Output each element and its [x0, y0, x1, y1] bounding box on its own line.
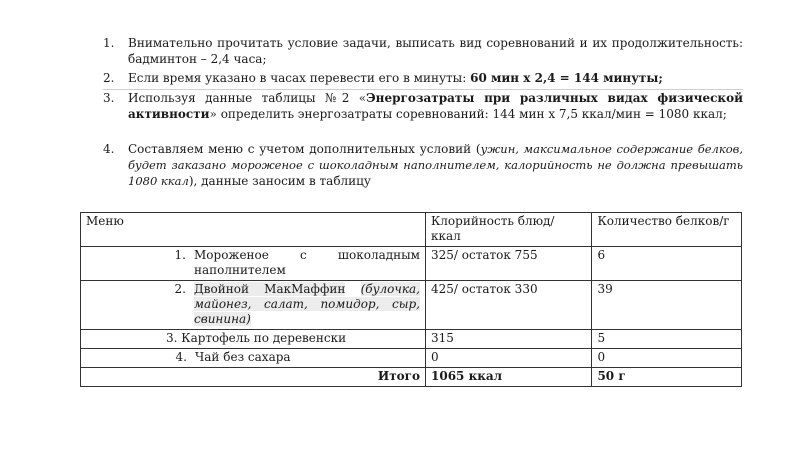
total-proteins: 50 г	[592, 368, 742, 387]
row-name: Чай без сахара	[195, 350, 291, 364]
row-proteins: 5	[592, 330, 742, 349]
table-row	[81, 281, 742, 330]
row-name-detail: (булочка, майонез, салат, помидор, сыр, свинина)	[194, 282, 420, 326]
step-number: 1.	[103, 36, 115, 50]
table-header-row	[81, 213, 742, 247]
table-row	[81, 330, 742, 349]
step-number: 3.	[103, 91, 115, 105]
row-name-cell	[81, 349, 426, 368]
row-name-cell	[81, 247, 426, 281]
row-name-cell	[81, 330, 426, 349]
row-name: Картофель по деревенски	[181, 331, 347, 345]
step-text-suffix: ), данные заносим в таблицу	[188, 174, 371, 189]
step-text: Если время указано в часах перевести его в минуты:	[128, 71, 471, 85]
step-4	[103, 141, 743, 190]
step-number: 4.	[103, 142, 115, 156]
menu-table	[80, 212, 742, 387]
table-row	[81, 349, 742, 368]
row-proteins: 0	[592, 349, 742, 368]
step-text: Используя данные таблицы №2 «	[128, 91, 367, 105]
step-2	[103, 70, 743, 90]
row-number: 4.	[175, 350, 187, 364]
instruction-steps	[103, 35, 743, 190]
step-text: Внимательно прочитать условие задачи, выписать вид соревнований и их продолжительность: бадминтон – 2,4 часа;	[128, 36, 743, 67]
row-number: 1.	[174, 248, 186, 262]
row-name: Мороженое с шоколадным наполнителем	[194, 248, 420, 277]
step-text-bold: 60 мин х 2,4 = 144 минуты;	[470, 71, 663, 85]
total-calories: 1065 ккал	[426, 368, 592, 387]
row-name-cell	[81, 281, 426, 330]
step-3	[103, 90, 743, 141]
step-text: Составляем меню с учетом дополнительных условий (	[128, 142, 481, 156]
row-name-main: Двойной МакМаффин	[194, 282, 346, 296]
header-menu: Меню	[81, 213, 426, 247]
header-calories: Клорийность блюд/ ккал	[426, 213, 592, 247]
row-proteins: 6	[592, 247, 742, 281]
row-calories: 315	[426, 330, 592, 349]
step-number: 2.	[103, 71, 115, 85]
table-total-row	[81, 368, 742, 387]
step-text-bold: Энергозатраты при различных видах физической активности	[128, 91, 743, 122]
row-proteins: 39	[592, 281, 742, 330]
step-text-italic: ужин, максимальное содержание белков, будет заказано мороженое с шоколадным наполнителем, калорийность не должна превышать 1080 ккал	[128, 142, 743, 189]
step-text-suffix: » определить энергозатраты соревнований: 144 мин х 7,5 ккал/мин = 1080 ккал;	[209, 107, 727, 122]
table-row	[81, 247, 742, 281]
row-number: 3.	[166, 331, 178, 345]
row-calories: 325/ остаток 755	[426, 247, 592, 281]
total-label: Итого	[81, 368, 426, 387]
step-1	[103, 35, 743, 70]
header-proteins: Количество белков/г	[592, 213, 742, 247]
row-calories: 0	[426, 349, 592, 368]
row-calories: 425/ остаток 330	[426, 281, 592, 330]
row-number: 2.	[174, 282, 186, 296]
